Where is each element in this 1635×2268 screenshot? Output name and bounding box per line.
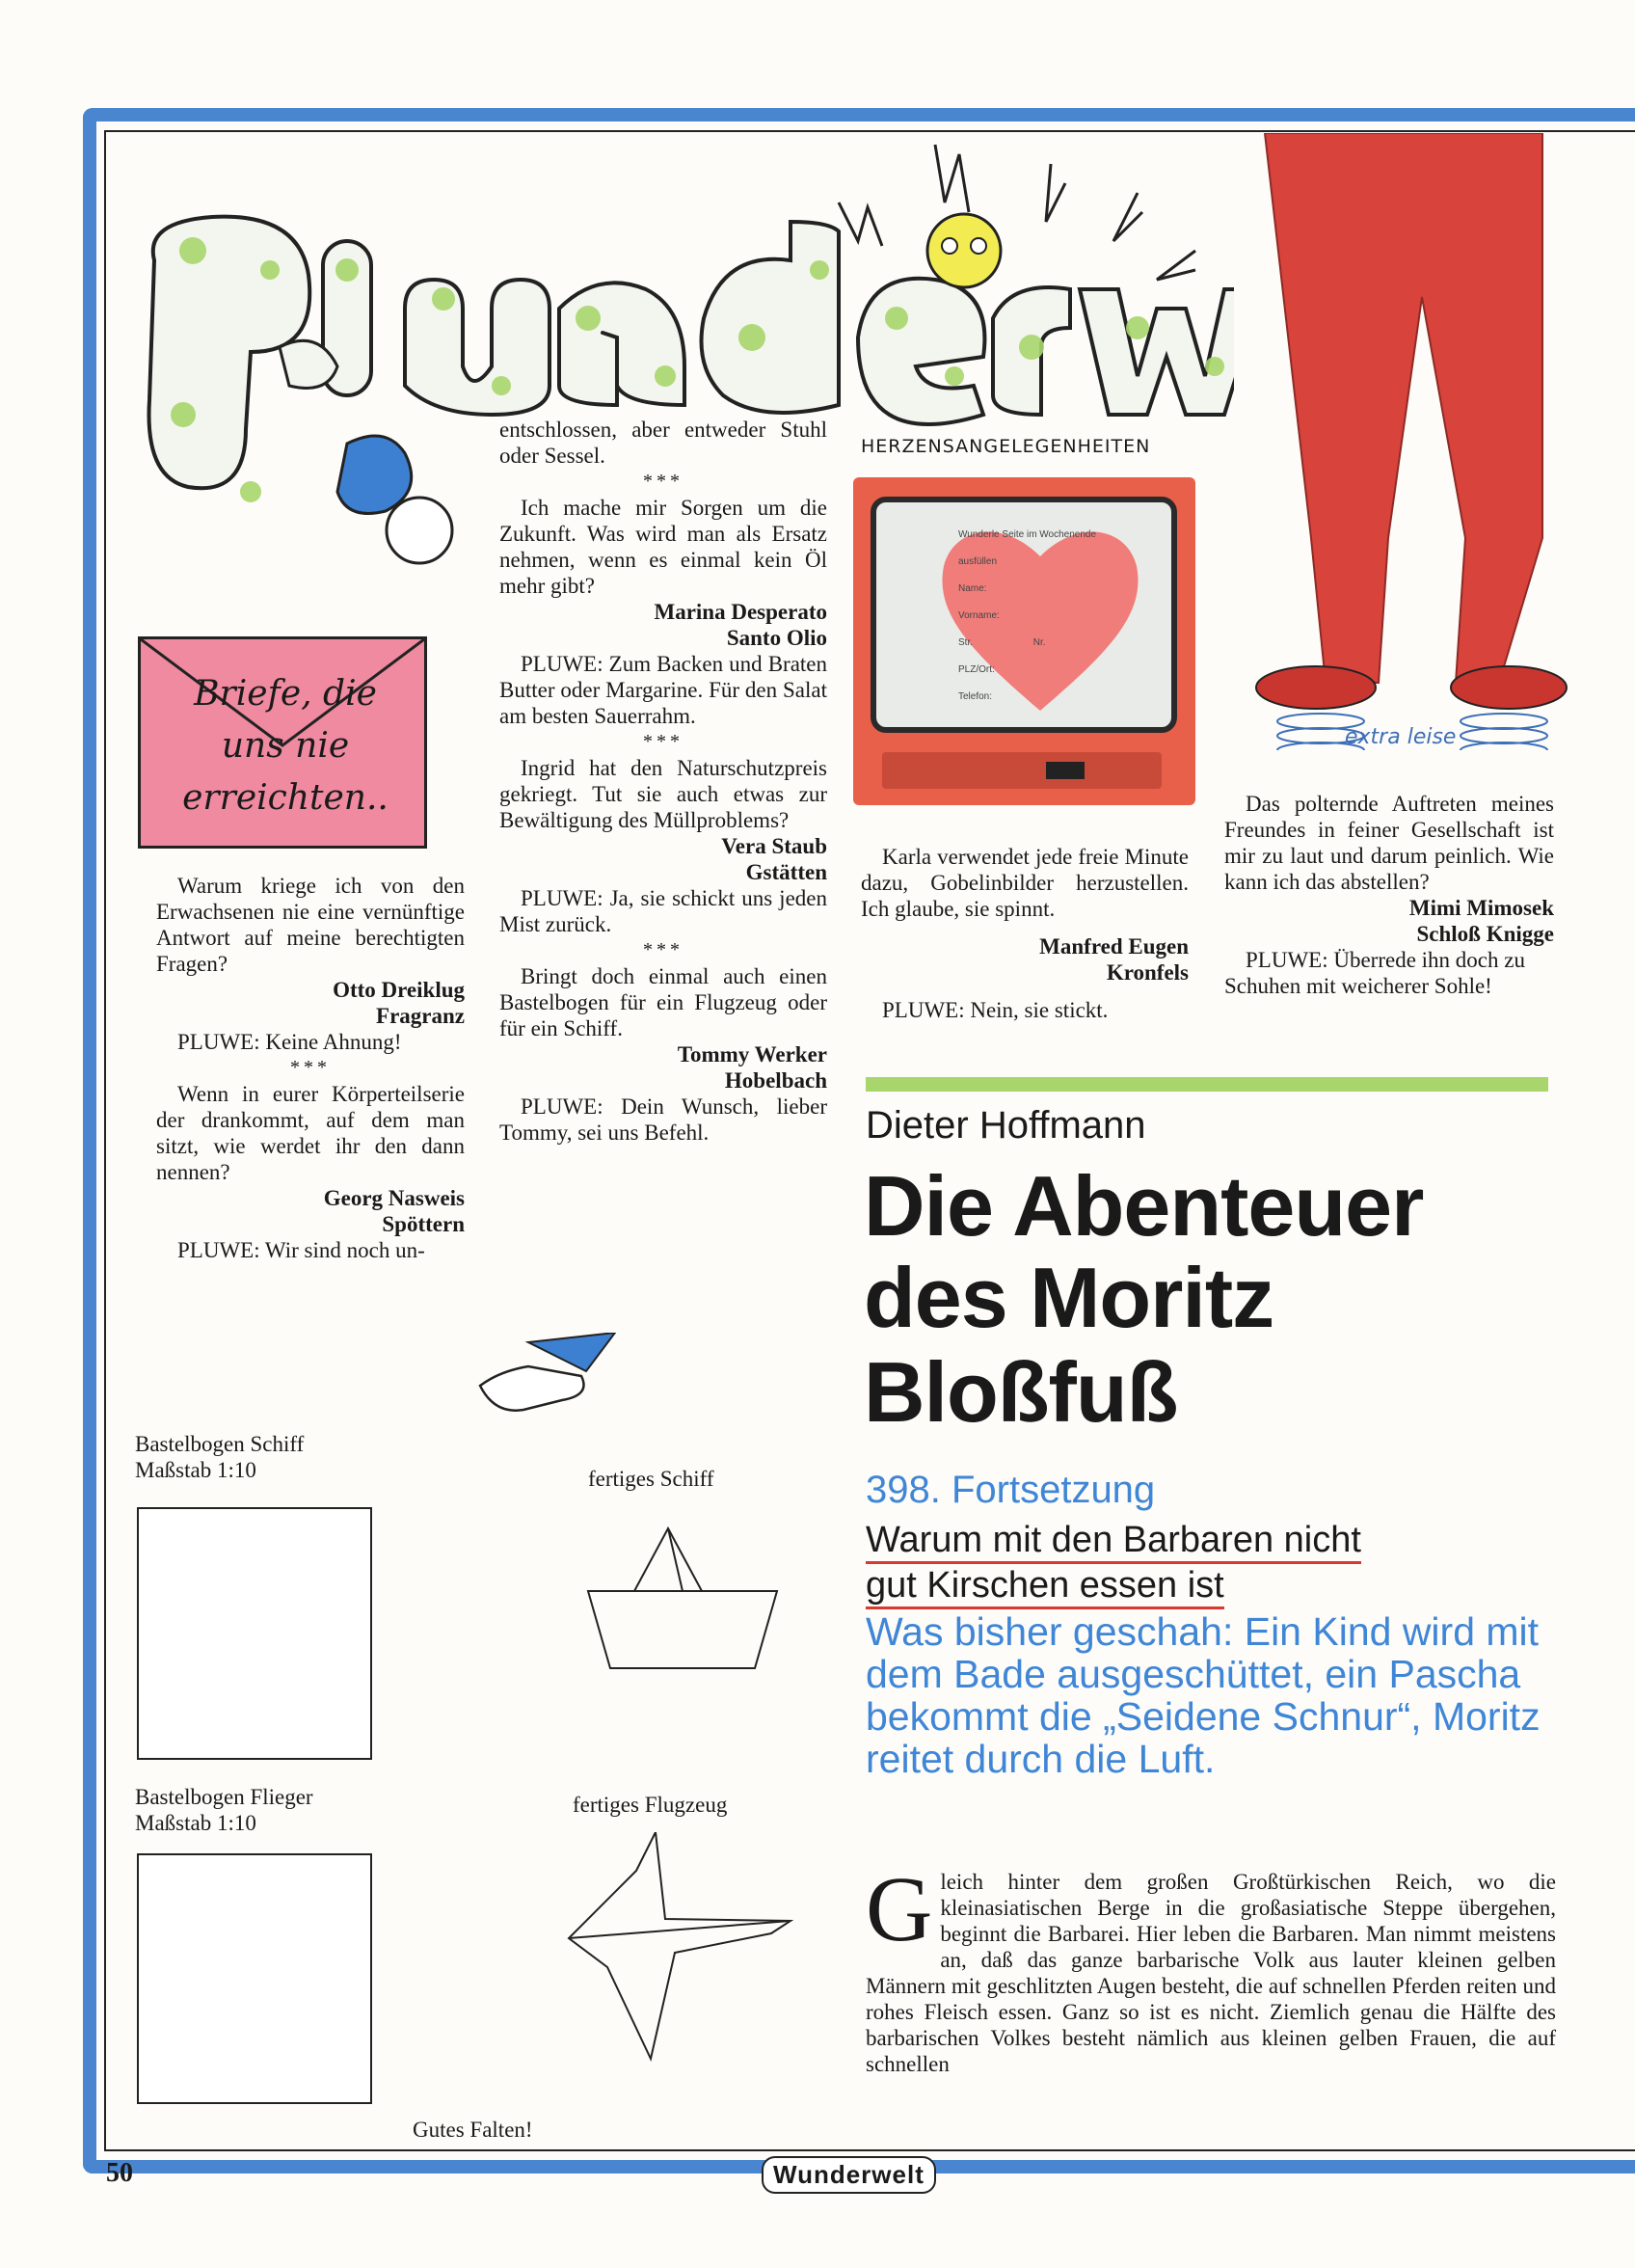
tv-form [958,522,1103,711]
good-folding-text: Gutes Falten! [413,2118,533,2142]
story-body [866,1857,1556,2077]
drop-cap: G [866,1857,933,1960]
paper-plane-icon [559,1832,800,2064]
tv-control-panel [882,752,1162,789]
letter-signature: Mimi Mimosek [1408,896,1554,920]
ship-cutout-sheet [137,1507,372,1760]
letter-text: Ingrid hat den Naturschutzpreis gekriegt. Tut sie auch etwas zur Bewältigung des Müllproblems? [499,756,827,832]
letter-text: entschlossen, aber entweder Stuhl oder Sessel. [499,418,827,468]
letter-signature: Hobelbach [724,1068,827,1093]
ship-done-label: fertiges Schiff [588,1467,714,1491]
letter-signature: Spöttern [382,1212,465,1236]
letter-text: Bringt doch einmal auch einen Bastelbogen für ein Flugzeug oder für ein Schiff. [499,964,827,1040]
letter-signature: Marina Desperato [654,600,827,624]
letter-text: Wenn in eurer Körperteilserie der drankommt, auf dem man sitzt, wie werdet ihr den dann nennen? [156,1082,465,1184]
page-number: 50 [106,2158,133,2188]
tv-form-title: Wunderle Seite im Wochenende ausfüllen [958,529,1097,567]
story-title-line-1: Die Abenteuer [864,1158,1424,1254]
letter-signature: Otto Dreiklug [333,978,465,1002]
plane-cutout-sheet [137,1853,372,2104]
tv-button-icon [1046,762,1085,779]
letters-column-4 [1224,791,1554,999]
story-summary: Was bisher geschah: Ein Kind wird mit dem Bade ausgeschüttet, ein Pascha bekommt die „Seidene Schnur“, Moritz reitet durch die Luft. [866,1609,1541,1781]
separator-stars: *** [290,1057,331,1078]
tv-form-field: Str. Nr. [958,637,1046,648]
tv-form-field: Telefon: [958,691,993,702]
story-subtitle-line-2: gut Kirschen essen ist [866,1564,1224,1609]
letter-signature: Manfred Eugen [1039,934,1189,958]
red-pants-illustration [1253,133,1571,750]
envelope-text: Briefe, die uns nie erreichten.. [182,674,389,818]
story-episode: 398. Fortsetzung [866,1469,1156,1511]
letter-signature: Gstätten [745,860,827,884]
tv-illustration [853,477,1195,805]
story-subtitle-line-1: Warum mit den Barbaren nicht [866,1519,1361,1564]
sun-face-icon [927,214,1001,287]
letter-text: Karla verwendet jede freie Minute dazu, Gobelinbilder herzustellen. Ich glaube, sie spinnt. [861,845,1189,921]
letter-signature: Tommy Werker [677,1042,827,1066]
tv-form-field: Vorname: [958,610,1000,621]
pluwe-reply: PLUWE: Ja, sie schickt uns jeden Mist zurück. [499,886,827,936]
pluwe-reply: PLUWE: Zum Backen und Braten Butter oder Margarine. Für den Salat am besten Sauerrahm. [499,652,827,728]
letter-text: Das polternde Auftreten meines Freundes in feiner Gesellschaft ist mir zu laut und darum peinlich. Wie kann ich das abstellen? [1224,792,1554,894]
sun-rays-icon [839,145,1195,280]
ship-sheet-label: Bastelbogen Schiff [135,1432,305,1456]
tv-form-field: Name: [958,583,987,594]
pluwe-reply: PLUWE: Nein, sie stickt. [882,998,1109,1022]
paper-ship-icon [586,1524,779,1678]
plane-scale-label: Maßstab 1:10 [135,1811,256,1835]
pluwe-reply: PLUWE: Überrede ihn doch zu Schuhen mit weicherer Sohle! [1224,948,1525,998]
tv-form-field: PLZ/Ort: [958,664,995,675]
herzensangelegenheiten-heading: HERZENSANGELEGENHEITEN [861,436,1151,457]
letter-text: Ich mache mir Sorgen um die Zukunft. Was wird man als Ersatz nehmen, wenn es einmal kein Öl mehr gibt? [499,496,827,598]
letter-signature: Kronfels [1106,960,1189,985]
separator-stars: *** [643,471,683,492]
letters-envelope [138,636,427,849]
green-divider-bar [866,1077,1548,1092]
letters-column-1 [156,873,465,1263]
plane-done-label: fertiges Flugzeug [573,1793,728,1817]
story-title-line-2: des Moritz [864,1250,1274,1345]
pointing-hand-icon [470,1333,625,1419]
letter-signature: Schloß Knigge [1416,922,1554,946]
shoe-icon [1256,666,1567,709]
ship-scale-label: Maßstab 1:10 [135,1458,256,1482]
letter-signature: Georg Nasweis [323,1186,465,1210]
footer-logo: Wunderwelt [762,2156,936,2194]
story-body-text: leich hinter dem großen Großtürkischen Reich, wo die kleinasiatischen Berge in die großasiatische Steppe übergehen, beginnt die Barbarei. Hier leben die Barbaren. Man nimmt meistens an, daß das ganze barbarische Volk aus lauter kleinen gelben Männern mit geschlitzten Augen besteht, die auf schnellen Pferden reiten und rohes Fleisch essen. Ganz so ist es nicht. Ziemlich genau die Hälfte des barbarischen Volkes besteht nämlich aus kleinen gelben Frauen, die auf schnellen [866,1870,1556,2076]
letter-signature: Santo Olio [726,626,827,650]
separator-stars: *** [643,939,683,960]
pluwe-reply: PLUWE: Dein Wunsch, lieber Tommy, sei uns Befehl. [499,1094,827,1145]
letter-text: Warum kriege ich von den Erwachsenen nie eine vernünftige Antwort auf meine berechtigten Fragen? [156,874,465,976]
letters-column-2 [499,417,827,1146]
letter-signature: Vera Staub [721,834,827,858]
separator-stars: *** [643,731,683,752]
story-subtitle [866,1519,1541,1609]
story-title-line-3: Bloßfuß [864,1344,1178,1440]
pluwe-reply: PLUWE: Keine Ahnung! [177,1030,402,1054]
letter-signature: Fragranz [376,1004,465,1028]
extra-leise-note: extra leise [1345,725,1457,749]
pluwe-reply: PLUWE: Wir sind noch un- [177,1238,425,1262]
tv-screen [871,497,1177,733]
story-author: Dieter Hoffmann [866,1104,1146,1147]
letters-column-3 [861,844,1189,1023]
plane-sheet-label: Bastelbogen Flieger [135,1785,313,1809]
